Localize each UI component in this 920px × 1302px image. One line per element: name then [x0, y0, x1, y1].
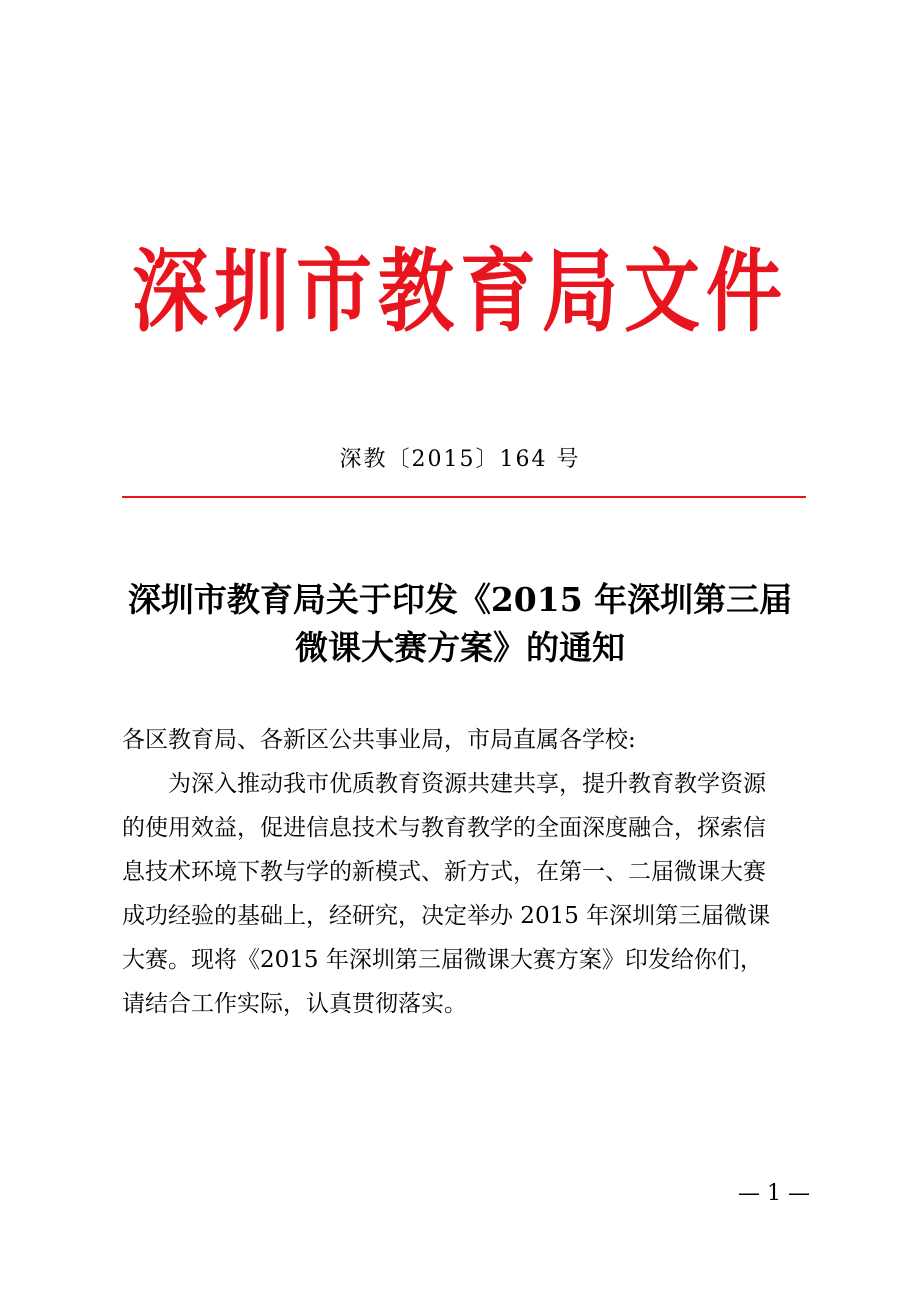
body-line: 的使用效益，促进信息技术与教育教学的全面深度融合，探索信	[122, 815, 766, 841]
body-paragraph	[122, 762, 806, 1026]
body-line: 成功经验的基础上，经研究，决定举办 2015 年深圳第三届微课	[122, 903, 771, 929]
body-line: 息技术环境下教与学的新模式、新方式，在第一、二届微课大赛	[122, 859, 766, 885]
body-line: 为深入推动我市优质教育资源共建共享，提升教育教学资源	[168, 771, 766, 797]
document-header-title: 深圳市教育局文件	[132, 238, 788, 344]
document-title-line: 微课大赛方案》的通知	[295, 628, 625, 667]
salutation: 各区教育局、各新区公共事业局，市局直属各学校:	[122, 727, 636, 753]
document-title-line: 深圳市教育局关于印发《2015 年深圳第三届	[127, 580, 793, 619]
header-divider	[122, 496, 806, 498]
document-title	[110, 576, 810, 672]
body-line: 大赛。现将《2015 年深圳第三届微课大赛方案》印发给你们，	[122, 947, 763, 973]
page-number: — 1 —	[738, 1181, 810, 1206]
body-line: 请结合工作实际，认真贯彻落实。	[122, 991, 467, 1017]
document-number: 深教〔2015〕164 号	[339, 447, 581, 472]
